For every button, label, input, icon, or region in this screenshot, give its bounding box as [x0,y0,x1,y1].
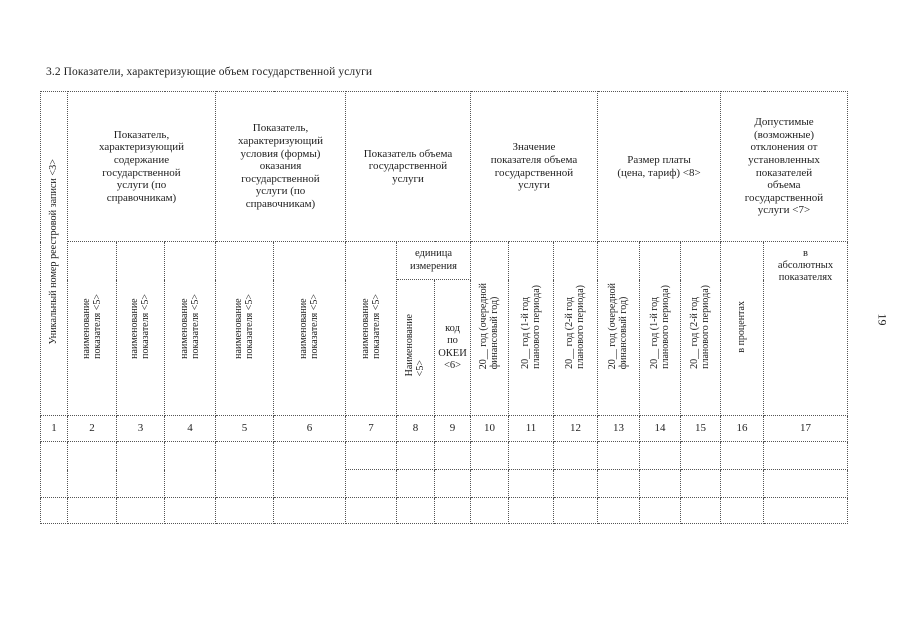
column-number: 10 [471,416,509,442]
col-4-header: наименование показателя <5> [165,242,216,416]
column-number: 17 [764,416,848,442]
column-number: 11 [509,416,554,442]
unit-measure-header: единица измерения [397,242,471,280]
empty-cell [41,442,68,498]
empty-cell [216,442,274,498]
col-6-header: наименование показателя <5> [274,242,346,416]
empty-cell [509,442,554,470]
volume-value-header: Значение показателя объема государственной услуги [471,92,598,242]
column-number: 12 [554,416,598,442]
empty-cell [721,442,764,470]
empty-cell [471,442,509,470]
empty-cell [721,470,764,498]
column-number: 2 [68,416,117,442]
table-row [41,442,848,470]
empty-cell [509,470,554,498]
empty-cell [554,442,598,470]
empty-cell [68,442,117,498]
col-17-header: в абсолютных показателях [764,242,848,416]
column-number: 6 [274,416,346,442]
empty-cell [764,442,848,470]
column-number: 15 [681,416,721,442]
col-13-header: 20__ год (очередной финансовый год) [598,242,640,416]
col-3-header: наименование показателя <5> [117,242,165,416]
col-16-header: в процентах [721,242,764,416]
col-7-header: наименование показателя <5> [346,242,397,416]
empty-cell [41,498,68,524]
empty-cell [598,442,640,470]
col-2-header: наименование показателя <5> [68,242,117,416]
column-number: 1 [41,416,68,442]
volume-indicators-table [40,91,848,524]
empty-cell [397,442,435,470]
column-number: 9 [435,416,471,442]
empty-cell [435,442,471,470]
table-row [41,498,848,524]
empty-cell [346,442,397,470]
unique-number-header: Уникальный номер реестровой записи <3> [41,92,68,416]
empty-cell [346,498,397,524]
column-number: 5 [216,416,274,442]
col-11-header: 20__ год (1-й год планового периода) [509,242,554,416]
page-number: 19 [875,313,890,326]
empty-cell [640,442,681,470]
section-title: 3.2 Показатели, характеризующие объем государственной услуги [46,66,373,78]
empty-cell [274,442,346,498]
col-9-header: код по ОКЕИ <6> [435,280,471,416]
column-number: 3 [117,416,165,442]
column-number: 16 [721,416,764,442]
empty-cell [681,442,721,470]
col-10-header: 20__ год (очередной финансовый год) [471,242,509,416]
column-numbers-row [41,416,848,442]
empty-cell [117,498,165,524]
conditions-indicator-header: Показатель, характеризующий условия (формы) оказания государственной услуги (по справочникам) [216,92,346,242]
column-number: 13 [598,416,640,442]
header-row-groups [41,92,848,242]
empty-cell [681,470,721,498]
col-5-header: наименование показателя <5> [216,242,274,416]
column-number: 7 [346,416,397,442]
empty-cell [471,498,509,524]
content-indicator-header: Показатель, характеризующий содержание государственной услуги (по справочникам) [68,92,216,242]
empty-cell [216,498,274,524]
col-12-header: 20__ год (2-й год планового периода) [554,242,598,416]
empty-cell [554,470,598,498]
col-14-header: 20__ год (1-й год планового периода) [640,242,681,416]
empty-cell [435,498,471,524]
deviation-header: Допустимые (возможные) отклонения от установленных показателей объема государственной услуги <7> [721,92,848,242]
empty-cell [764,498,848,524]
empty-cell [68,498,117,524]
empty-cell [165,442,216,498]
empty-cell [117,442,165,498]
empty-cell [397,470,435,498]
empty-cell [397,498,435,524]
empty-cell [509,498,554,524]
empty-cell [598,498,640,524]
column-number: 14 [640,416,681,442]
column-number: 8 [397,416,435,442]
header-row-units [41,242,848,280]
empty-cell [721,498,764,524]
column-number: 4 [165,416,216,442]
empty-cell [554,498,598,524]
fee-size-header: Размер платы (цена, тариф) <8> [598,92,721,242]
empty-cell [681,498,721,524]
empty-cell [165,498,216,524]
empty-cell [764,470,848,498]
empty-cell [274,498,346,524]
empty-cell [346,470,397,498]
empty-cell [471,470,509,498]
empty-cell [640,498,681,524]
col-8-header: Наименование <5> [397,280,435,416]
volume-indicator-header: Показатель объема государственной услуги [346,92,471,242]
empty-cell [435,470,471,498]
col-15-header: 20__ год (2-й год планового периода) [681,242,721,416]
empty-cell [598,470,640,498]
empty-cell [640,470,681,498]
